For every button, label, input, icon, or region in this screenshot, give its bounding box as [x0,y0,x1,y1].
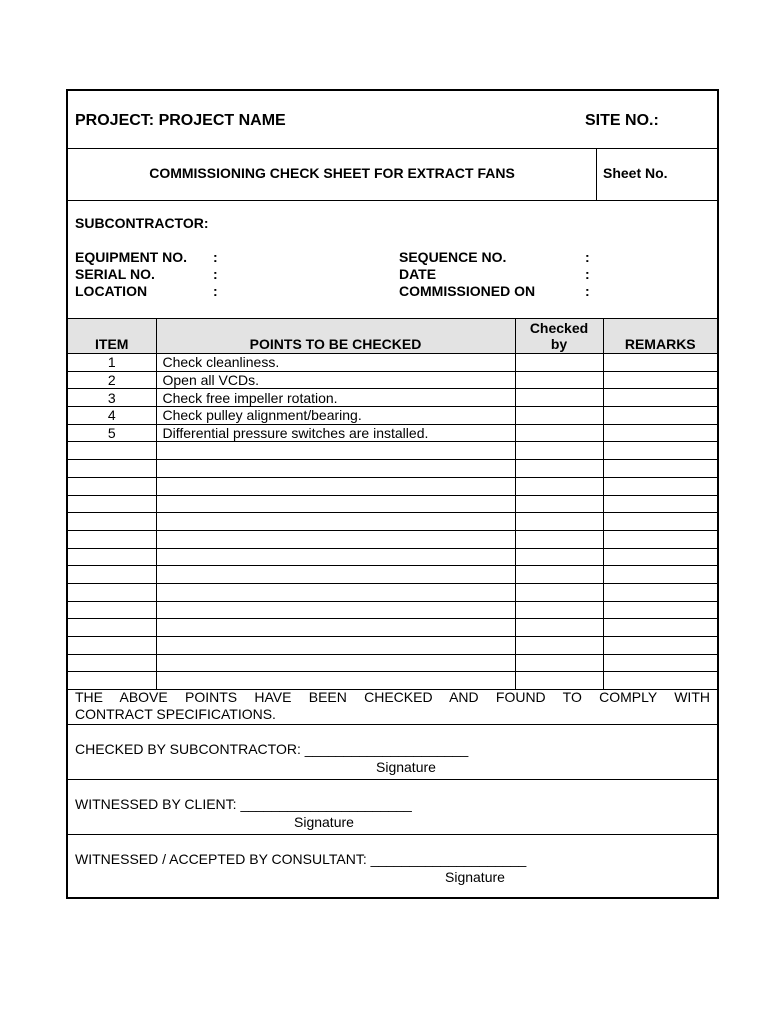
table-row [68,495,717,513]
checked-by-cell[interactable] [515,548,603,566]
item-number-cell [68,566,156,584]
compliance-statement [68,687,717,725]
item-number-cell [68,654,156,672]
table-row [68,389,717,407]
checked-by-cell[interactable] [515,637,603,655]
site-no-label: SITE NO.: [585,112,659,129]
item-number-cell [68,513,156,531]
item-number-cell [68,460,156,478]
item-number-cell [68,548,156,566]
title-divider [596,149,597,200]
commissioning-check-sheet [66,89,719,899]
checked-by-cell[interactable] [515,460,603,478]
sheet-title: COMMISSIONING CHECK SHEET FOR EXTRACT FANS [149,165,515,181]
remarks-column-header: REMARKS [603,319,717,354]
table-row [68,424,717,442]
table-row [68,371,717,389]
remarks-cell[interactable] [603,566,717,584]
check-point-cell: Open all VCDs. [156,371,515,389]
subcontractor-label: SUBCONTRACTOR: [75,215,209,231]
table-row [68,407,717,425]
table-row [68,442,717,460]
remarks-cell[interactable] [603,637,717,655]
table-header-row [68,319,717,354]
item-number-cell [68,477,156,495]
check-point-cell: Check free impeller rotation. [156,389,515,407]
item-number-cell [68,495,156,513]
table-row [68,601,717,619]
remarks-cell[interactable] [603,424,717,442]
check-point-cell [156,548,515,566]
table-row [68,637,717,655]
witnessed-by-consultant-field[interactable]: WITNESSED / ACCEPTED BY CONSULTANT: ____________________ [75,851,527,867]
points-column-header: POINTS TO BE CHECKED [156,319,515,354]
consultant-signature-block [68,835,717,890]
check-point-cell [156,442,515,460]
check-point-cell: Check pulley alignment/bearing. [156,407,515,425]
item-number-cell [68,601,156,619]
sequence-no-label: SEQUENCE NO. [399,249,507,265]
remarks-cell[interactable] [603,354,717,372]
item-number-cell: 3 [68,389,156,407]
sequence-no-colon: : [585,249,590,265]
remarks-cell[interactable] [603,495,717,513]
remarks-cell[interactable] [603,530,717,548]
check-point-cell [156,619,515,637]
table-row [68,583,717,601]
remarks-cell[interactable] [603,601,717,619]
commissioned-on-label: COMMISSIONED ON [399,283,536,299]
check-point-cell: Differential pressure switches are installed. [156,424,515,442]
serial-no-colon: : [213,266,218,282]
remarks-cell[interactable] [603,442,717,460]
remarks-cell[interactable] [603,407,717,425]
item-number-cell [68,530,156,548]
check-point-cell [156,530,515,548]
commissioned-on-colon: : [585,283,590,299]
checked-by-cell[interactable] [515,513,603,531]
checked-by-cell[interactable] [515,619,603,637]
checked-by-cell[interactable] [515,566,603,584]
table-row [68,460,717,478]
checked-by-cell[interactable] [515,654,603,672]
checked-by-cell[interactable] [515,601,603,619]
remarks-cell[interactable] [603,477,717,495]
project-name-label: PROJECT: PROJECT NAME [75,112,286,129]
check-point-cell [156,637,515,655]
check-points-table [68,318,717,690]
consultant-signature-caption: Signature [445,869,505,885]
checked-by-cell[interactable] [515,354,603,372]
remarks-cell[interactable] [603,619,717,637]
table-row [68,654,717,672]
equipment-info-section [68,201,717,319]
location-colon: : [213,283,218,299]
checked-by-cell[interactable] [515,530,603,548]
remarks-cell[interactable] [603,513,717,531]
checked-by-cell[interactable] [515,389,603,407]
table-row [68,566,717,584]
remarks-cell[interactable] [603,371,717,389]
table-row [68,477,717,495]
check-point-cell [156,583,515,601]
checked-by-header-line1: Checked [529,320,589,336]
sheet-no-label: Sheet No. [603,165,668,181]
serial-no-label: SERIAL NO. [75,266,155,282]
checked-by-column-header [515,319,603,354]
compliance-text-line2: CONTRACT SPECIFICATIONS. [75,706,276,722]
checked-by-cell[interactable] [515,477,603,495]
date-colon: : [585,266,590,282]
checked-by-cell[interactable] [515,583,603,601]
remarks-cell[interactable] [603,389,717,407]
table-row [68,619,717,637]
item-number-cell [68,619,156,637]
item-column-header: ITEM [68,319,156,354]
checked-by-subcontractor-field[interactable]: CHECKED BY SUBCONTRACTOR: _____________________ [75,741,469,757]
remarks-cell[interactable] [603,548,717,566]
item-number-cell: 2 [68,371,156,389]
remarks-cell[interactable] [603,460,717,478]
subcontractor-signature-caption: Signature [376,759,436,775]
compliance-text-line1: THE ABOVE POINTS HAVE BEEN CHECKED AND FOUND TO COMPLY WITH [75,689,710,705]
checked-by-cell[interactable] [515,424,603,442]
equipment-no-label: EQUIPMENT NO. [75,249,188,265]
equipment-no-colon: : [213,249,218,265]
item-number-cell: 1 [68,354,156,372]
checked-by-cell[interactable] [515,495,603,513]
remarks-cell[interactable] [603,654,717,672]
remarks-cell[interactable] [603,583,717,601]
table-row [68,513,717,531]
item-number-cell [68,637,156,655]
checked-by-cell[interactable] [515,407,603,425]
check-point-cell [156,654,515,672]
date-label: DATE [399,266,437,282]
item-number-cell [68,583,156,601]
table-row [68,548,717,566]
title-row [68,149,717,201]
checked-by-cell[interactable] [515,442,603,460]
table-row [68,354,717,372]
check-point-cell [156,601,515,619]
subcontractor-signature-block [68,725,717,780]
project-header-row [68,91,717,149]
check-point-cell [156,566,515,584]
item-number-cell: 4 [68,407,156,425]
witnessed-by-client-field[interactable]: WITNESSED BY CLIENT: ______________________ [75,796,412,812]
check-point-cell [156,460,515,478]
check-point-cell [156,477,515,495]
client-signature-caption: Signature [294,814,354,830]
item-number-cell [68,442,156,460]
check-point-cell: Check cleanliness. [156,354,515,372]
table-body [68,354,717,690]
checked-by-header-line2: by [550,336,568,352]
check-point-cell [156,495,515,513]
client-signature-block [68,780,717,835]
table-row [68,530,717,548]
location-label: LOCATION [75,283,148,299]
item-number-cell: 5 [68,424,156,442]
check-point-cell [156,513,515,531]
checked-by-cell[interactable] [515,371,603,389]
